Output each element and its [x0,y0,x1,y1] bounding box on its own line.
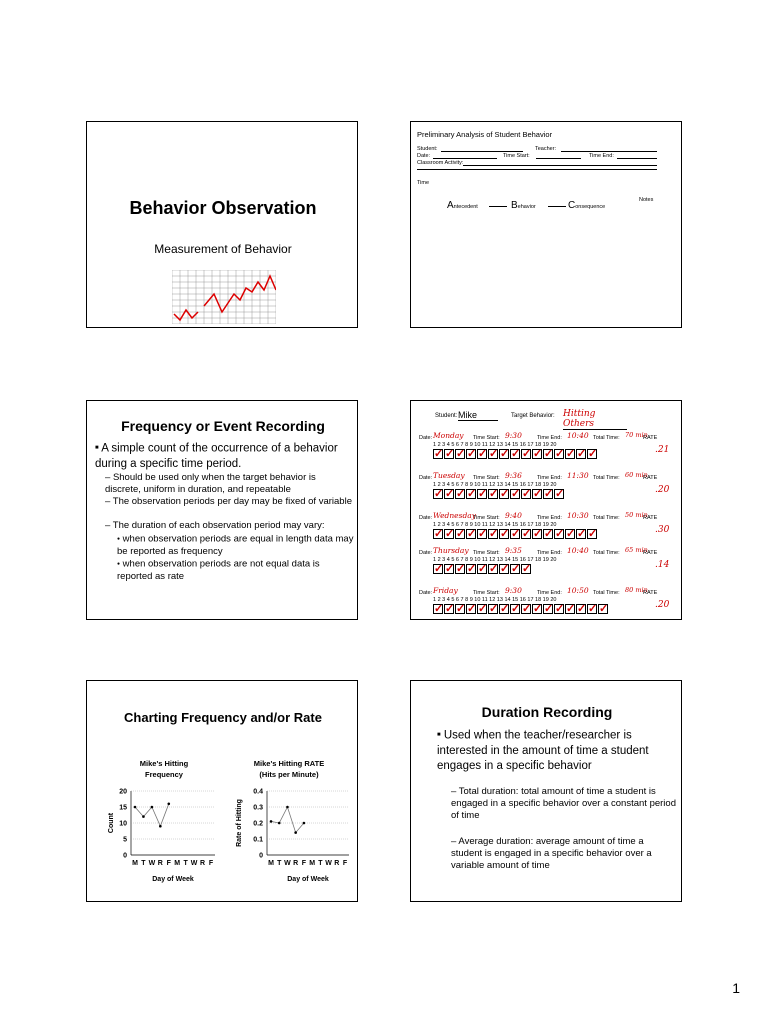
interval-numbers: 1 2 3 4 5 6 7 8 9 10 11 12 13 14 15 16 17 18 19 20 [433,597,557,603]
x-tick-label: M [268,860,274,867]
check-mark: ✓ [577,603,587,615]
day-value: Wednesday [433,511,476,520]
x-tick-label: F [342,860,348,867]
total-time-value: 60 min [625,471,648,479]
data-point [286,806,289,809]
check-mark: ✓ [577,528,587,540]
check-mark: ✓ [555,603,565,615]
rate-chart [235,787,353,895]
check-mark: ✓ [434,488,444,500]
slide-charting [86,680,358,902]
check-mark: ✓ [467,448,477,460]
y-tick-label: 15 [119,804,127,812]
check-mark: ✓ [588,603,598,615]
time-label: Time [417,180,430,186]
sub-bullet-1: – Total duration: total amount of time a student is engaged in a specific behavior over a constant period of time [451,786,676,821]
time-start-label: Time Start: [503,153,530,159]
x-tick-label: R [334,860,340,867]
recording-row [411,471,682,509]
check-mark: ✓ [588,528,598,540]
frequency-chart [107,787,222,895]
check-mark: ✓ [445,528,455,540]
time-start-value: 9:30 [505,431,522,440]
data-point [159,825,162,828]
time-end-label: Time End: [537,590,562,596]
check-mark: ✓ [588,448,598,460]
check-mark: ✓ [456,528,466,540]
check-mark: ✓ [478,528,488,540]
bullet-main: ■ A simple count of the occurrence of a behavior during a specific time period. [95,442,338,470]
slide-recording-sheet [410,400,682,620]
date-label: Date: [419,590,433,596]
y-tick-label: 0.2 [253,820,263,828]
x-tick-label: R [293,860,299,867]
classroom-activity-label: Classroom Activity: [417,160,464,166]
check-mark: ✓ [544,603,554,615]
y-axis-label: Count [108,812,115,834]
sub-bullet-3: – The duration of each observation period may vary: [105,520,325,531]
x-tick-label: T [141,860,146,867]
check-mark: ✓ [599,603,609,615]
bullet-main: ■ Used when the teacher/researcher is interested in the amount of time a student engages in a specific behavior [437,729,649,772]
check-mark: ✓ [522,563,532,575]
check-mark: ✓ [522,488,532,500]
check-mark: ✓ [489,603,499,615]
x-axis-label: Day of Week [287,876,329,883]
day-value: Tuesday [433,471,465,480]
check-mark: ✓ [533,488,543,500]
check-mark: ✓ [500,448,510,460]
check-mark: ✓ [533,528,543,540]
date-label: Date: [419,550,433,556]
check-mark: ✓ [533,603,543,615]
time-end-value: 10:40 [567,431,589,440]
date-label: Date: [419,515,433,521]
total-time-label: Total Time: [593,475,620,481]
check-mark: ✓ [467,603,477,615]
check-mark: ✓ [566,448,576,460]
y-axis-label: Rate of Hitting [236,799,243,847]
x-tick-label: F [301,860,307,867]
time-start-label: Time Start: [473,590,500,596]
check-mark: ✓ [511,528,521,540]
x-tick-label: T [318,860,323,867]
total-time-label: Total Time: [593,590,620,596]
check-mark: ✓ [489,563,499,575]
y-tick-label: 0.1 [253,836,263,844]
total-time-label: Total Time: [593,550,620,556]
interval-numbers: 1 2 3 4 5 6 7 8 9 10 11 12 13 14 15 16 17 18 19 20 [433,557,557,563]
x-tick-label: M [309,860,316,867]
x-tick-label: R [200,860,206,867]
x-tick-label: W [190,860,198,867]
x-tick-label: W [325,860,332,867]
check-mark: ✓ [456,563,466,575]
sub-sub-bullet-1: ● when observation periods are equal in length data may be reported as frequency [117,533,354,557]
check-mark: ✓ [533,448,543,460]
slide-title: Frequency or Event Recording [121,418,325,434]
target-behavior-label: Target Behavior: [511,413,555,419]
slide-title: Behavior Observation [129,198,317,218]
check-mark: ✓ [500,528,510,540]
check-mark: ✓ [489,448,499,460]
check-mark: ✓ [467,563,477,575]
time-end-label: Time End: [537,475,562,481]
arrow-a-to-b [489,206,507,207]
time-end-label: Time End: [537,550,562,556]
total-time-value: 80 min [625,586,648,594]
date-label: Date: [419,435,433,441]
total-time-value: 50 min [625,511,648,519]
time-end-value: 10:50 [567,586,589,595]
graph-grid-illustration [172,270,276,324]
chart-2-title: Mike's Hitting RATE (Hits per Minute) [253,759,325,779]
data-point [151,806,154,809]
check-mark: ✓ [511,603,521,615]
date-label: Date: [417,153,431,159]
check-mark: ✓ [434,528,444,540]
time-end-value: 10:40 [567,546,589,555]
check-mark: ✓ [456,603,466,615]
check-mark: ✓ [478,563,488,575]
y-tick-label: 0 [259,852,263,860]
student-label: Student: [435,413,458,419]
check-boxes [433,529,597,539]
data-point [167,803,170,806]
time-end-label: Time End: [589,153,614,159]
check-mark: ✓ [478,488,488,500]
total-time-label: Total Time: [593,515,620,521]
day-value: Friday [433,586,458,595]
rate-label: RATE [643,435,658,441]
teacher-label: Teacher: [535,146,557,152]
slide-title: Charting Frequency and/or Rate [124,710,322,725]
check-mark: ✓ [577,448,587,460]
data-point [142,815,145,818]
check-mark: ✓ [456,448,466,460]
slide-frequency-event-recording [86,400,358,620]
check-mark: ✓ [566,603,576,615]
check-mark: ✓ [445,603,455,615]
x-tick-label: R [157,860,163,867]
check-mark: ✓ [434,563,444,575]
abc-behavior: Behavior [511,200,536,211]
rate-value: .14 [655,560,670,570]
time-start-value: 9:35 [505,546,522,555]
sub-sub-bullet-2: ● when observation periods are not equal data is reported as rate [117,558,320,582]
y-tick-label: 5 [123,836,127,844]
check-mark: ✓ [555,448,565,460]
check-boxes [433,449,597,459]
slide-preliminary-analysis [410,121,682,328]
slide-duration-recording [410,680,682,902]
x-tick-label: T [183,860,188,867]
check-mark: ✓ [445,488,455,500]
x-tick-label: T [277,860,282,867]
check-mark: ✓ [511,448,521,460]
rate-label: RATE [643,515,658,521]
total-time-value: 65 min [625,546,648,554]
time-start-value: 9:30 [505,586,522,595]
y-tick-label: 0 [123,852,127,860]
day-value: Monday [433,431,464,440]
check-mark: ✓ [489,528,499,540]
time-end-label: Time End: [537,515,562,521]
check-mark: ✓ [500,563,510,575]
check-mark: ✓ [522,603,532,615]
student-label: Student: [417,146,438,152]
y-tick-label: 20 [119,788,127,796]
x-tick-label: M [174,860,181,867]
y-tick-label: 10 [119,820,127,828]
check-mark: ✓ [445,448,455,460]
check-mark: ✓ [555,528,565,540]
x-axis-label: Day of Week [152,876,194,883]
data-point [303,822,306,825]
sub-bullet-2: – The observation periods per day may be fixed of variable [105,496,352,507]
rate-value: .30 [655,525,670,535]
time-end-label: Time End: [537,435,562,441]
time-end-value: 11:30 [567,471,589,480]
recording-row [411,431,682,469]
form-heading: Preliminary Analysis of Student Behavior [417,130,553,139]
data-point [134,806,137,809]
check-mark: ✓ [434,448,444,460]
sub-bullet-2: – Average duration: average amount of time a student is engaged in a specific behavior over a variable amount of time [451,836,652,871]
student-value: Mike [458,410,498,421]
check-mark: ✓ [467,528,477,540]
time-start-value: 9:36 [505,471,522,480]
recording-row [411,546,682,584]
x-tick-label: W [284,860,291,867]
check-mark: ✓ [555,488,565,500]
x-tick-label: F [166,860,171,867]
date-label: Date: [419,475,433,481]
x-tick-label: F [208,860,214,867]
rate-label: RATE [643,550,658,556]
check-mark: ✓ [544,448,554,460]
target-behavior-value: Hitting Others [563,409,627,430]
check-mark: ✓ [544,528,554,540]
abc-antecedent: Antecedent [447,200,478,211]
check-mark: ✓ [500,603,510,615]
check-mark: ✓ [500,488,510,500]
check-mark: ✓ [544,488,554,500]
check-mark: ✓ [445,563,455,575]
recording-row [411,586,682,620]
x-tick-label: M [132,860,138,867]
rate-label: RATE [643,475,658,481]
y-tick-label: 0.3 [253,804,263,812]
day-value: Thursday [433,546,469,555]
x-tick-label: W [148,860,156,867]
check-mark: ✓ [478,448,488,460]
interval-numbers: 1 2 3 4 5 6 7 8 9 10 11 12 13 14 15 16 17 18 19 20 [433,482,557,488]
time-start-value: 9:40 [505,511,522,520]
y-tick-label: 0.4 [253,788,263,796]
check-mark: ✓ [511,488,521,500]
slide-behavior-observation [86,121,358,328]
notes-label: Notes [639,197,654,203]
interval-numbers: 1 2 3 4 5 6 7 8 9 10 11 12 13 14 15 16 17 18 19 20 [433,522,557,528]
check-mark: ✓ [522,528,532,540]
check-mark: ✓ [566,528,576,540]
sub-bullet-1: – Should be used only when the target behavior is discrete, uniform in duration, and repeatable [105,472,316,495]
check-boxes [433,604,608,614]
abc-consequence: Consequence [568,200,606,211]
arrow-b-to-c [548,206,566,207]
check-mark: ✓ [522,448,532,460]
slide-subtitle: Measurement of Behavior [154,242,292,256]
time-start-label: Time Start: [473,435,500,441]
slide-title: Duration Recording [481,704,613,720]
time-start-label: Time Start: [473,475,500,481]
time-end-value: 10:30 [567,511,589,520]
check-mark: ✓ [467,488,477,500]
rate-label: RATE [643,590,658,596]
check-mark: ✓ [456,488,466,500]
time-start-label: Time Start: [473,550,500,556]
page-number: 1 [732,980,740,996]
time-start-label: Time Start: [473,515,500,521]
check-mark: ✓ [511,563,521,575]
data-point [294,831,297,834]
total-time-label: Total Time: [593,435,620,441]
check-boxes [433,564,531,574]
check-mark: ✓ [489,488,499,500]
check-mark: ✓ [434,603,444,615]
chart-1-title: Mike's Hitting Frequency [139,759,189,779]
check-boxes [433,489,564,499]
series-line [271,807,304,833]
total-time-value: 70 min [625,431,648,439]
rate-value: .21 [655,445,670,455]
rate-value: .20 [655,485,670,495]
interval-numbers: 1 2 3 4 5 6 7 8 9 10 11 12 13 14 15 16 17 18 19 20 [433,442,557,448]
recording-row [411,511,682,549]
data-point [270,820,273,823]
data-point [278,822,281,825]
rate-value: .20 [655,600,670,610]
check-mark: ✓ [478,603,488,615]
